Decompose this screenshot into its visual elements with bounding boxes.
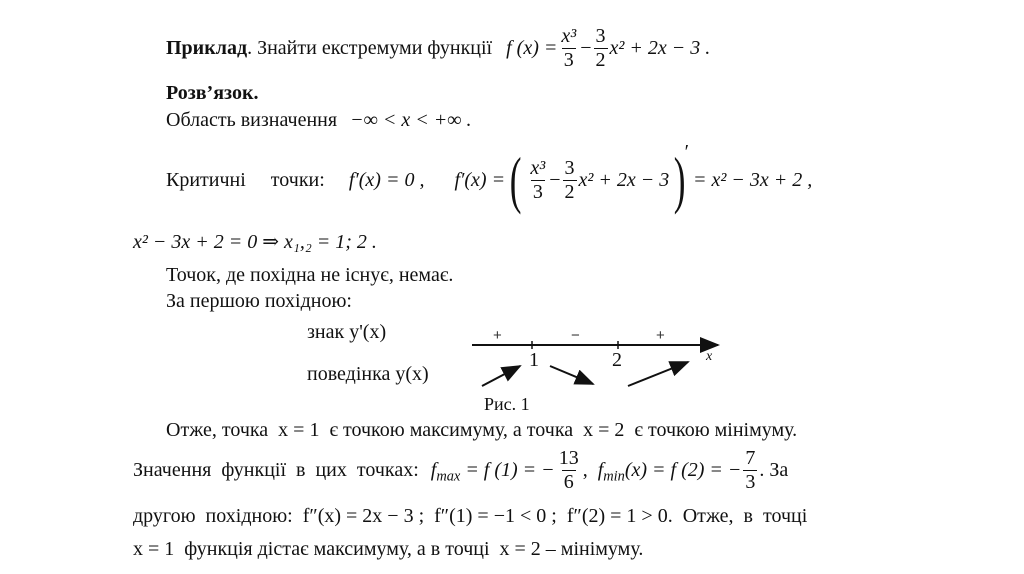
values-tail: . За [759,459,789,481]
fraction-numerator: 13 [558,446,579,469]
fraction-denominator: 2 [595,48,606,71]
fraction-13-over-6 [557,448,581,493]
domain-expression: −∞ < x < +∞ . [350,109,472,131]
behavior-label: поведінка y(x) [307,363,429,385]
minus-sign: − [580,37,592,59]
fraction-7-over-3 [743,448,757,493]
quadratic-equation: x² − 3x + 2 = 0 ⇒ x₁,₂ = 1; 2 . [133,231,377,253]
final-conclusion: x = 1 функція дістає максимуму, а в точці x = 2 – мінімуму. [133,538,644,560]
point-1-label: 1 [529,349,539,371]
critical-condition: f′(x) = 0 , [348,169,425,191]
increasing-arrow [482,366,520,386]
fmax-expression: = f (1) = − [460,459,555,481]
fmax-subscript: max [436,468,461,485]
extrema-conclusion: Отже, точка x = 1 є точкою максимуму, а точка x = 2 є точкою мінімуму. [166,419,798,441]
derivative-lhs: f′(x) = [454,169,506,191]
no-undefined-points: Точок, де похідна не існує, немає. [166,264,454,286]
fraction-numerator: 3 [564,156,575,179]
fraction-numerator: x³ [561,24,577,47]
fraction-denominator: 3 [745,470,756,493]
fmin-subscript: min [603,468,625,485]
inner-tail: x² + 2x − 3 [578,169,670,191]
sign-2: − [571,327,580,344]
left-paren: ( [509,144,522,215]
fmax-symbol [430,459,461,485]
prime-mark: ′ [684,141,689,163]
fraction-numerator: x³ [530,156,546,179]
fraction-denominator: 3 [532,180,543,203]
solution-heading: Розв’язок. [166,82,259,104]
axis-variable-label: x [706,349,713,364]
sign-1: + [493,327,502,344]
minus-sign: − [549,169,561,191]
example-text: . Знайти екстремуми функції [247,37,493,59]
decreasing-arrow [550,366,593,384]
critical-label: Критичні точки: [166,169,325,191]
values-label: Значення функції в цих точках: [133,459,419,481]
function-values-line [133,444,788,496]
first-derivative-heading: За першою похідною: [166,290,352,312]
fmin-symbol [597,459,625,485]
fmin-letter: f [597,459,604,481]
function-tail: x² + 2x − 3 . [609,37,711,59]
separator-comma: , [582,459,588,481]
fmax-letter: f [430,459,437,481]
fraction-denominator: 3 [563,48,574,71]
right-paren: ) [674,144,686,215]
sign-label: знак y'(x) [307,321,387,343]
second-derivative-line: другою похідною: f″(x) = 2x − 3 ; f″(1) = −1 < 0 ; f″(2) = 1 > 0. Отже, в точці [133,505,808,527]
fraction-denominator: 2 [564,180,575,203]
increasing-arrow [628,362,688,386]
point-2-label: 2 [612,349,622,371]
domain-label: Область визначення [166,109,338,131]
fmin-expression: (x) = f (2) = − [624,459,742,481]
function-lhs: f (x) = [506,37,558,59]
fraction-denominator: 6 [563,470,574,493]
derivative-result: = x² − 3x + 2 , [692,169,813,191]
figure-caption: Рис. 1 [484,394,530,414]
fraction-numerator: 7 [745,446,756,469]
example-title: Приклад [166,37,248,59]
fraction-numerator: 3 [595,24,606,47]
sign-3: + [656,327,665,344]
